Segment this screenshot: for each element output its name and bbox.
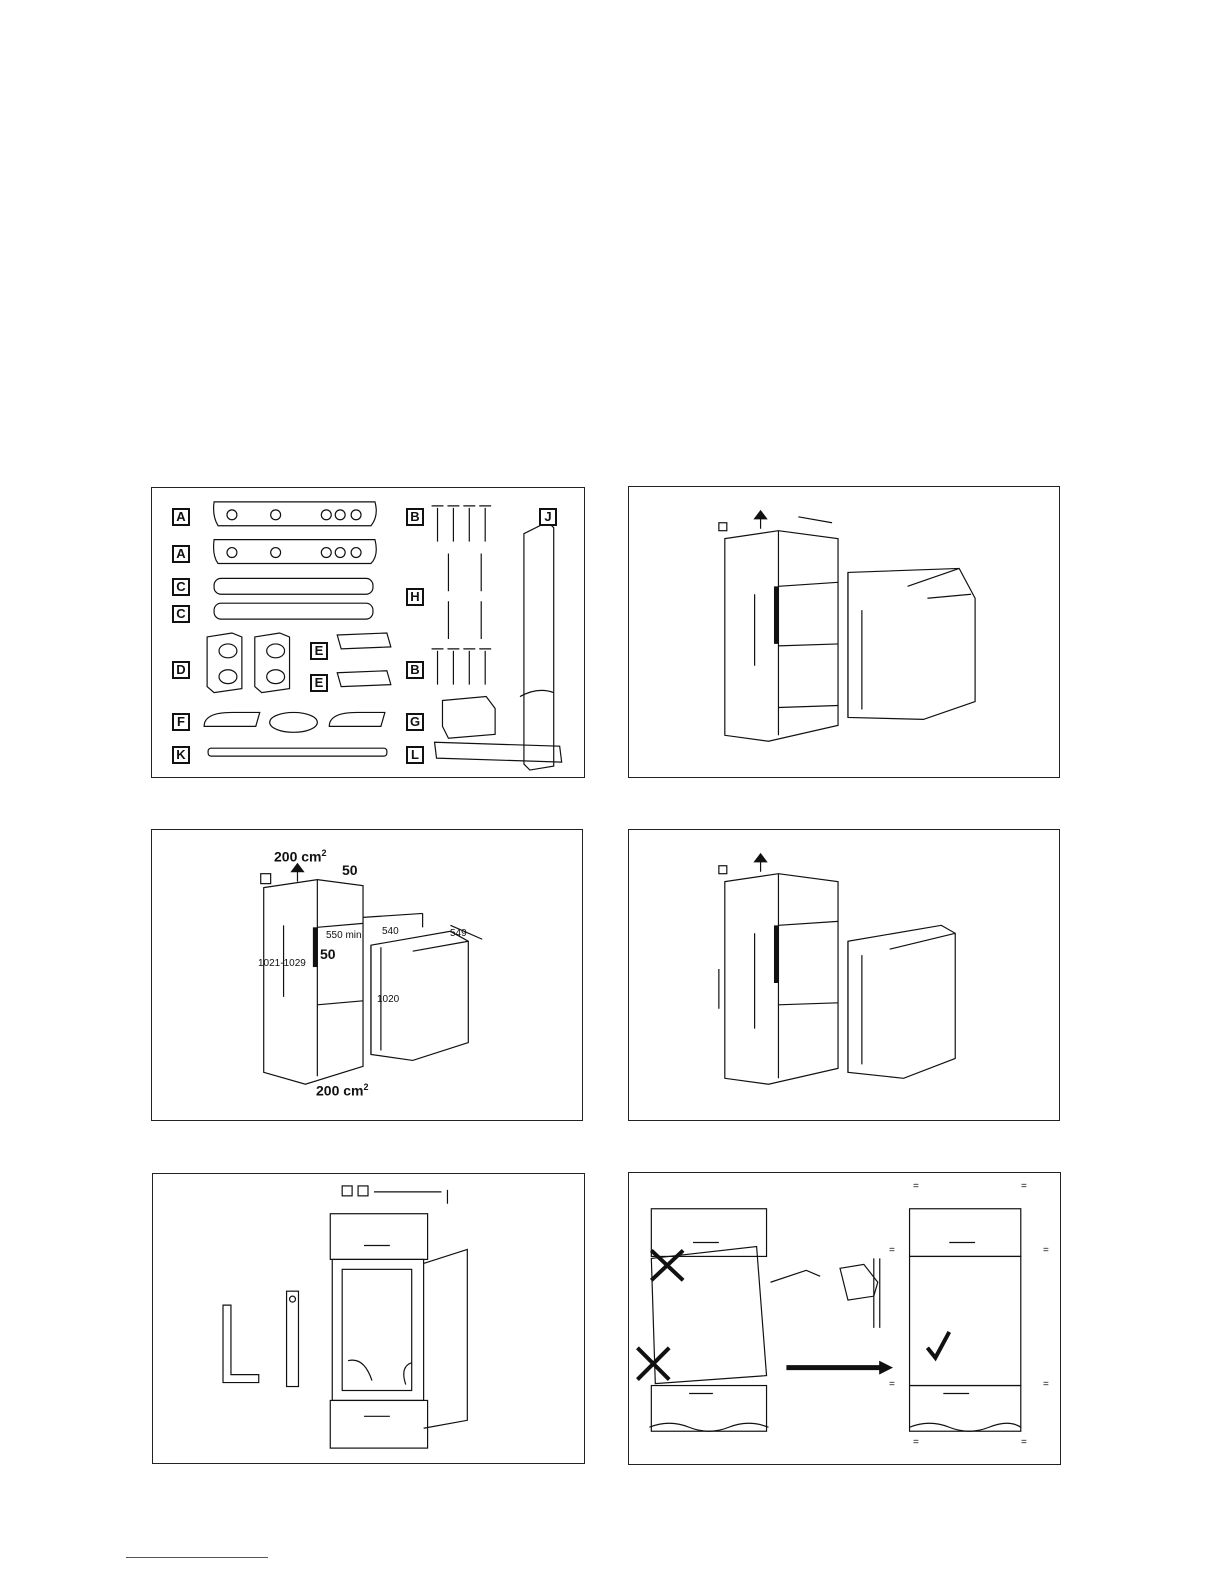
niche-illustration-1 — [629, 487, 1059, 777]
niche-min-label: 550 min. — [326, 930, 365, 941]
vent-bottom-label — [316, 1082, 369, 1099]
hinge-adjust-illustration — [629, 1173, 1060, 1464]
dimensions-panel — [151, 829, 583, 1121]
dimensions-illustration — [152, 830, 582, 1120]
part-label-b1: B — [406, 508, 424, 526]
equal-mark-5: = — [889, 1379, 895, 1390]
part-label-g: G — [406, 713, 424, 731]
part-label-b2: B — [406, 661, 424, 679]
equal-mark-6: = — [1043, 1379, 1049, 1390]
vent-bottom-value: 200 cm — [316, 1082, 364, 1099]
hinge-adjust-panel — [628, 1172, 1061, 1465]
part-label-h: H — [406, 588, 424, 606]
niche-height-label: 1021-1029 — [258, 958, 306, 969]
appliance-height-label: 1020 — [377, 994, 400, 1005]
part-label-c2: C — [172, 605, 190, 623]
depth-label: 549 — [450, 928, 467, 939]
equal-mark-1: = — [913, 1181, 919, 1192]
part-label-l: L — [406, 746, 424, 764]
equal-mark-4: = — [1043, 1245, 1049, 1256]
niche-diagram-panel-2 — [628, 829, 1060, 1121]
part-label-a2: A — [172, 545, 190, 563]
niche-illustration-2 — [629, 830, 1059, 1120]
footer-rule — [126, 1557, 268, 1558]
part-label-f: F — [172, 713, 190, 731]
gap-label: 50 — [320, 946, 336, 962]
vent-top-sup: 2 — [321, 848, 327, 858]
vent-bottom-sup: 2 — [363, 1082, 369, 1092]
top-depth-label: 50 — [342, 862, 358, 878]
part-label-a1: A — [172, 508, 190, 526]
part-label-e1: E — [310, 642, 328, 660]
equal-mark-8: = — [1021, 1437, 1027, 1448]
vent-top-label — [274, 848, 327, 865]
part-label-j: J — [539, 508, 557, 526]
vent-top-value: 200 cm — [274, 848, 322, 865]
niche-diagram-panel-1 — [628, 486, 1060, 778]
equal-mark-3: = — [889, 1245, 895, 1256]
equal-mark-2: = — [1021, 1181, 1027, 1192]
parts-list-panel — [151, 487, 585, 778]
part-label-e2: E — [310, 674, 328, 692]
width-label: 540 — [382, 926, 399, 937]
part-label-k: K — [172, 746, 190, 764]
parts-illustration — [152, 488, 584, 777]
square-check-illustration — [153, 1174, 584, 1463]
part-label-d: D — [172, 661, 190, 679]
equal-mark-7: = — [913, 1437, 919, 1448]
part-label-c1: C — [172, 578, 190, 596]
square-check-panel — [152, 1173, 585, 1464]
